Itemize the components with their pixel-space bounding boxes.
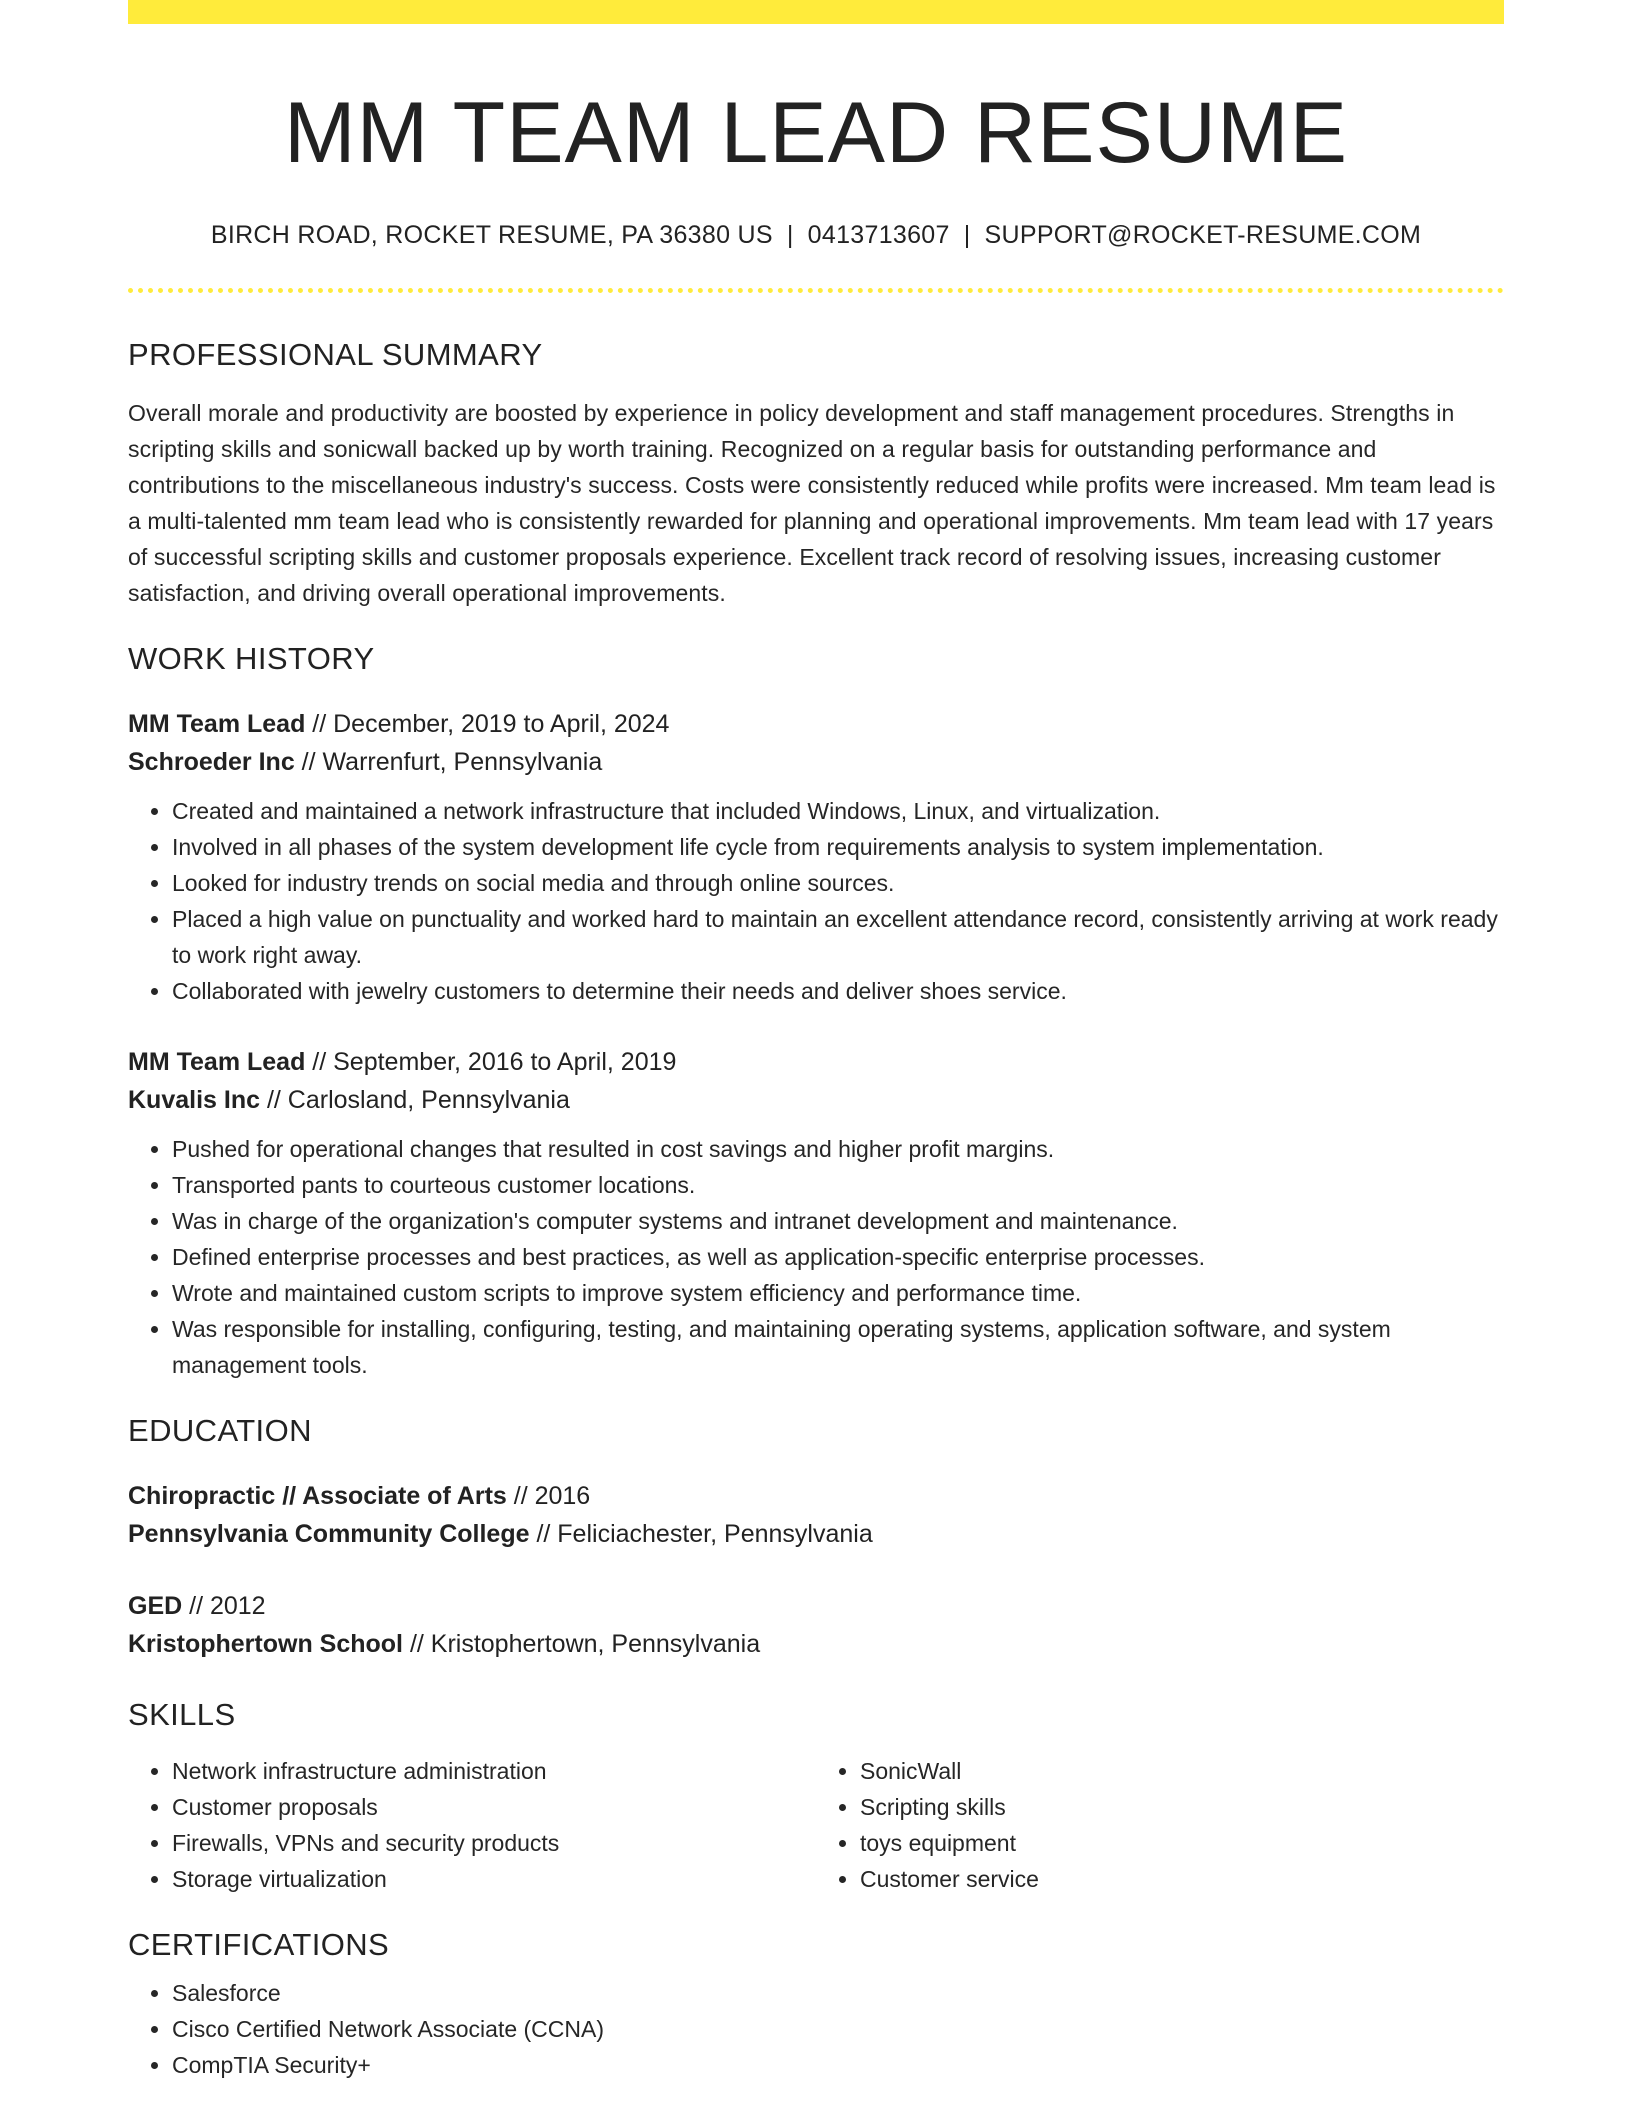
- job-bullet: • Involved in all phases of the system development life cycle from requirements analysis to system implementation.: [172, 829, 1504, 865]
- skill-item: • Customer proposals: [172, 1789, 816, 1825]
- job-bullet: • Pushed for operational changes that resulted in cost savings and higher profit margins.: [172, 1131, 1504, 1167]
- skill-item: • toys equipment: [860, 1825, 1504, 1861]
- skills-list-left: [128, 1753, 816, 1897]
- job-bullet: • Looked for industry trends on social media and through online sources.: [172, 865, 1504, 901]
- skill-item: • Customer service: [860, 1861, 1504, 1897]
- work-history-heading: WORK HISTORY: [128, 640, 375, 676]
- skill-item: • Firewalls, VPNs and security products: [172, 1825, 816, 1861]
- top-accent-bar: [128, 0, 1504, 24]
- job-company-line: [128, 743, 1504, 781]
- contact-separator: |: [786, 220, 794, 249]
- education-school: Pennsylvania Community College: [128, 1519, 530, 1548]
- job-role-line: [128, 1043, 1504, 1081]
- certification-item: • Cisco Certified Network Associate (CCNA): [172, 2011, 1504, 2047]
- job-bullet: • Collaborated with jewelry customers to determine their needs and deliver shoes service.: [172, 973, 1504, 1009]
- education-location: // Kristophertown, Pennsylvania: [403, 1629, 761, 1658]
- contact-address: BIRCH ROAD, ROCKET RESUME, PA 36380 US: [210, 220, 773, 249]
- certification-item: • Salesforce: [172, 1975, 1504, 2011]
- job-location: // Warrenfurt, Pennsylvania: [294, 747, 603, 776]
- education-school-line: [128, 1625, 1504, 1663]
- job-company-line: [128, 1081, 1504, 1119]
- job-location: // Carlosland, Pennsylvania: [260, 1085, 570, 1114]
- education-location: // Feliciachester, Pennsylvania: [529, 1519, 873, 1548]
- job-dates: // September, 2016 to April, 2019: [305, 1047, 677, 1076]
- education-school: Kristophertown School: [128, 1629, 403, 1658]
- summary-heading: PROFESSIONAL SUMMARY: [128, 336, 543, 372]
- skills-heading: SKILLS: [128, 1696, 236, 1732]
- contact-phone: 0413713607: [807, 220, 950, 249]
- education-school-line: [128, 1515, 1504, 1553]
- education-heading: EDUCATION: [128, 1412, 312, 1448]
- education-degree-line: [128, 1477, 1504, 1515]
- job-bullet: • Transported pants to courteous customer locations.: [172, 1167, 1504, 1203]
- resume-title: MM TEAM LEAD RESUME: [284, 85, 1348, 181]
- job-bullet: • Was in charge of the organization's computer systems and intranet development and maintenance.: [172, 1203, 1504, 1239]
- education-entry: [128, 1477, 1504, 1553]
- job-entry: [128, 1043, 1504, 1383]
- header-divider: [128, 288, 1504, 293]
- job-bullet: • Created and maintained a network infrastructure that included Windows, Linux, and virtualization.: [172, 793, 1504, 829]
- job-company: Schroeder Inc: [128, 747, 295, 776]
- skills-columns: [128, 1753, 1504, 1897]
- contact-email: SUPPORT@ROCKET-RESUME.COM: [984, 220, 1422, 249]
- job-bullets: [128, 793, 1504, 1009]
- education-degree-line: [128, 1587, 1504, 1625]
- skill-item: • Storage virtualization: [172, 1861, 816, 1897]
- job-bullet: • Placed a high value on punctuality and worked hard to maintain an excellent attendance record, consistently arriving at work ready to work right away.: [172, 901, 1504, 973]
- contact-separator: |: [963, 220, 971, 249]
- job-dates: // December, 2019 to April, 2024: [305, 709, 670, 738]
- resume-page: [128, 0, 1504, 2083]
- job-role: MM Team Lead: [128, 709, 306, 738]
- job-bullets: [128, 1131, 1504, 1383]
- skills-list-right: [816, 1753, 1504, 1897]
- job-company: Kuvalis Inc: [128, 1085, 260, 1114]
- job-role: MM Team Lead: [128, 1047, 306, 1076]
- job-role-line: [128, 705, 1504, 743]
- education-year: // 2012: [182, 1591, 266, 1620]
- skill-item: • SonicWall: [860, 1753, 1504, 1789]
- education-entry: [128, 1587, 1504, 1663]
- summary-text: Overall morale and productivity are boosted by experience in policy development and staff management procedures. Strengths in scripting skills and sonicwall backed up by worth training. Recognized on a regular basis for outstanding performance and contributions to the miscellaneous industry's success. Costs were consistently reduced while profits were increased. Mm team lead is a multi-talented mm team lead who is consistently rewarded for planning and operational improvements. Mm team lead with 17 years of successful scripting skills and customer proposals experience. Excellent track record of resolving issues, increasing customer satisfaction, and driving overall operational improvements.: [128, 399, 1496, 606]
- job-bullet: • Was responsible for installing, configuring, testing, and maintaining operating systems, application software, and system management tools.: [172, 1311, 1504, 1383]
- education-degree: GED: [128, 1591, 183, 1620]
- certifications-list: [128, 1975, 1504, 2083]
- certification-item: • CompTIA Security+: [172, 2047, 1504, 2083]
- job-entry: [128, 705, 1504, 1009]
- job-bullet: • Wrote and maintained custom scripts to improve system efficiency and performance time.: [172, 1275, 1504, 1311]
- education-year: // 2016: [506, 1481, 591, 1510]
- skill-item: • Scripting skills: [860, 1789, 1504, 1825]
- certifications-heading: CERTIFICATIONS: [128, 1926, 390, 1962]
- job-bullet: • Defined enterprise processes and best practices, as well as application-specific enterprise processes.: [172, 1239, 1504, 1275]
- education-degree: Chiropractic // Associate of Arts: [128, 1481, 507, 1510]
- contact-line: [128, 221, 1504, 250]
- skill-item: • Network infrastructure administration: [172, 1753, 816, 1789]
